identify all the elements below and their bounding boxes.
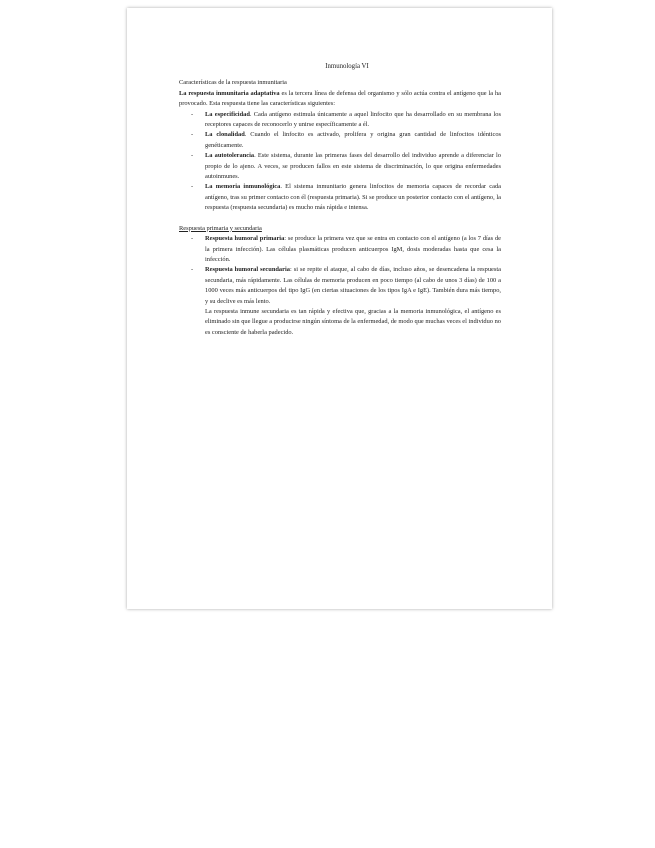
list-item-term: La clonalidad — [205, 131, 245, 139]
list-item-text: . Cada antígeno estimula únicamente a aquel linfocito que ha desarrollado en su membrana los receptores capaces de reconocerlo y unirse específicamente a él. — [205, 110, 501, 129]
closing-paragraph: La respuesta inmune secundaria es tan rápida y efectiva que, gracias a la memoria inmunológica, el antígeno es eliminado sin que llegue a producirse ningún síntoma de la enfermedad, de modo que muchas veces el individuo no es consciente de haberla padecido. — [205, 307, 501, 336]
intro-text: es la tercera línea de defensa del organismo y sólo actúa contra el antígeno que la ha provocado. Esta respuesta tiene las características siguientes: — [179, 89, 501, 108]
list-item-text: : se produce la primera vez que se entra en contacto con el antígeno (a los 7 días de la primera infección). Las células plasmáticas producen anticuerpos IgM, dosis moderadas hasta que cesa la infección. — [205, 235, 501, 263]
list-item-term: La memoria inmunológica — [205, 183, 281, 191]
bullet-dash: - — [191, 152, 194, 160]
intro-paragraph — [179, 89, 501, 110]
list-item-text: : si se repite el ataque, al cabo de días, incluso años, se desencadena la respuesta secundaria, más rápidamente. Las células de memoria producen en poco tiempo (al cabo de unos 3 días) de 100 a 1000 veces más anticuerpos del tipo IgG (en ciertas situaciones de los tipos IgA e IgE). También dura más tiempo, y su declive es más lento. — [205, 266, 501, 305]
list-item — [191, 182, 501, 213]
list-item-term: La especificidad — [205, 110, 250, 118]
list-item-text: . Cuando el linfocito es activado, prolifera y origina gran cantidad de linfocitos idénticos genéticamente. — [205, 131, 501, 149]
characteristics-list — [179, 110, 501, 214]
bullet-dash: - — [191, 110, 194, 118]
bullet-dash: - — [191, 235, 194, 243]
intro-bold-term: La respuesta inmunitaria adaptativa — [179, 89, 280, 97]
section-heading-characteristics: Características de la respuesta inmunitaria — [179, 79, 287, 87]
list-item-term: Respuesta humoral primaria — [205, 235, 285, 243]
response-list — [179, 234, 501, 307]
document-page — [127, 8, 552, 609]
list-item — [191, 151, 501, 182]
bullet-dash: - — [191, 266, 194, 274]
list-item — [191, 234, 501, 265]
document-content — [179, 62, 501, 338]
page-title: Inmunología VI — [325, 63, 369, 70]
list-item — [191, 265, 501, 307]
list-item-text: . Este sistema, durante las primeras fases del desarrollo del individuo aprende a diferenciar lo propio de lo ajeno. A veces, se producen fallos en este sistema de discriminación, lo que origina enfermedades autoinmunes. — [205, 152, 501, 181]
section-spacer — [179, 214, 501, 224]
bullet-dash: - — [191, 183, 194, 191]
bullet-dash: - — [191, 131, 194, 139]
list-item-term: La autotolerancia — [205, 152, 255, 160]
section-heading-primary-secondary: Respuesta primaria y secundaria — [179, 224, 262, 232]
list-item — [191, 130, 501, 151]
list-item-text: . El sistema inmunitario genera linfocitos de memoria capaces de recordar cada antígeno, tras su primer contacto con él (respuesta primaria). Si se produce un posterior contacto con el antígeno, la respuesta (respuesta secundaria) es mucho más rápida e intensa. — [205, 183, 501, 212]
list-item-term: Respuesta humoral secundaria — [205, 266, 290, 274]
list-item — [191, 110, 501, 131]
